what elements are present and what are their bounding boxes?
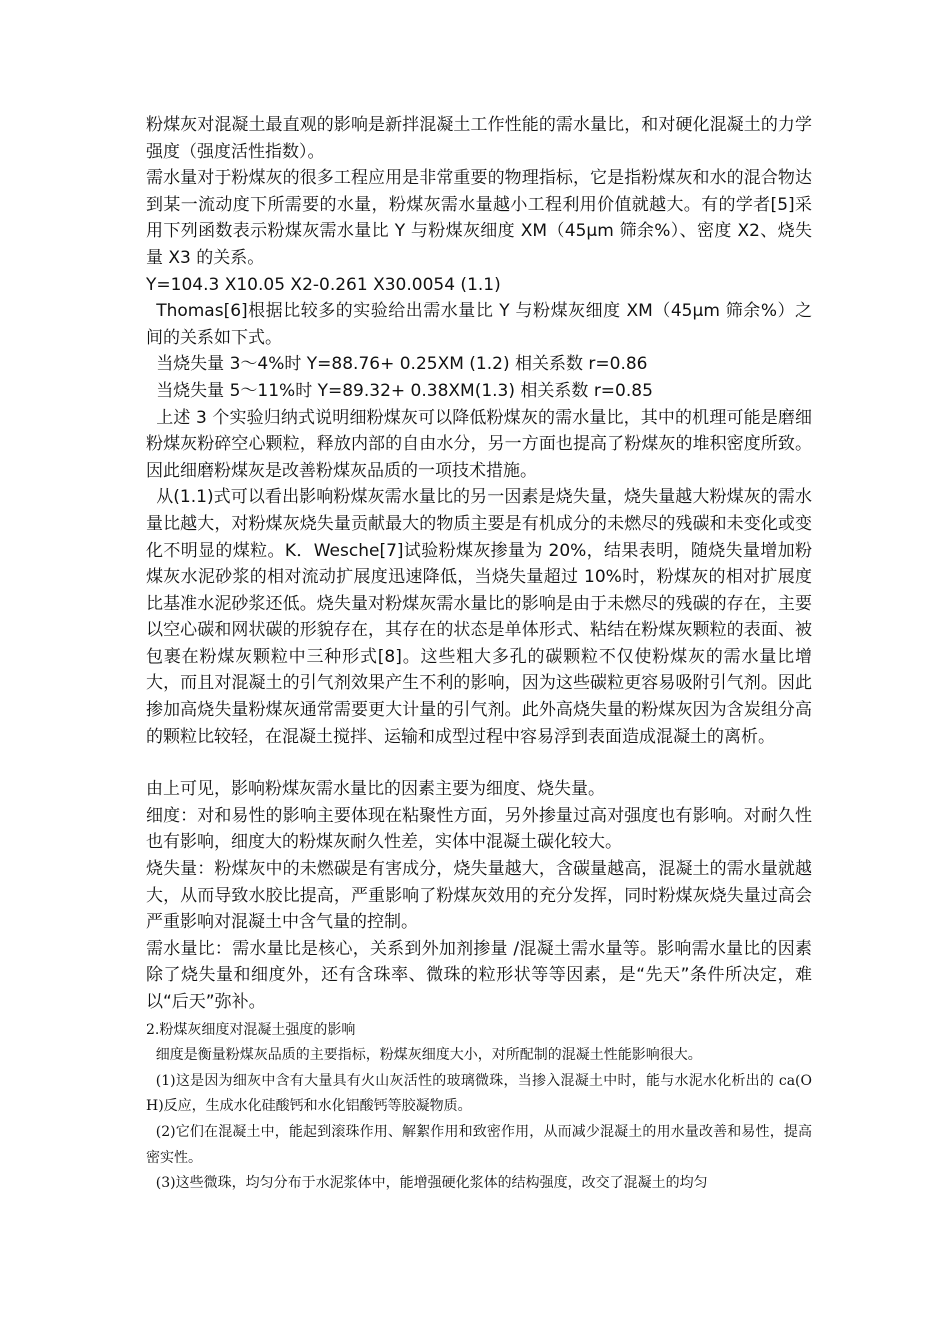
- section-paragraph: (3)这些微珠，均匀分布于水泥浆体中，能增强硬化浆体的结构强度，改交了混凝土的均匀: [155, 1175, 708, 1192]
- paragraph-loss-on-ignition: 从(1.1)式可以看出影响粉煤灰需水量比的另一因素是烧失量，烧失量越大粉煤灰的需水量比越大，对粉煤灰烧失量贡献最大的物质主要是有机成分的未燃尽的残碳和未变化或变化不明显的煤粒。K．Wesche[7]试验粉煤灰掺量为 20%，结果表明，随烧失量增加粉煤灰水泥砂浆的相对流动扩展度迅速降低，当烧失量超过 10%时，粉煤灰的相对扩展度比基准水泥砂浆还低。烧失量对粉煤灰需水量比的影响是由于未燃尽的残碳的存在，主要以空心碳和网状碳的形貌存在，其存在的状态是单体形式、粘结在粉煤灰颗粒的表面、被包裹在粉煤灰颗粒中三种形式[8]。这些粗大多孔的碳颗粒不仅使粉煤灰的需水量比增大，而且对混凝土的引气剂效果产生不利的影响，因为这些碳粒更容易吸附引气剂。因此掺加高烧失量粉煤灰通常需要更大计量的引气剂。此外高烧失量的粉煤灰因为含炭组分高的颗粒比较轻，在混凝土搅拌、运输和成型过程中容易浮到表面造成混凝土的离析。: [146, 487, 812, 747]
- paragraph-thomas: Thomas[6]根据比较多的实验给出需水量比 Y 与粉煤灰细度 XM（45μm 筛余%）之间的关系如下式。: [146, 301, 812, 348]
- formula-1-1: Y=104.3 X10.05 X2-0.261 X30.0054 (1.1): [146, 274, 501, 295]
- paragraph-loss: 烧失量：粉煤灰中的未燃碳是有害成分，烧失量越大，含碳量越高，混凝土的需水量就越大，从而导致水胶比提高，严重影响了粉煤灰效用的充分发挥，同时粉煤灰烧失量过高会严重影响对混凝土中含气量的控制。: [146, 859, 812, 933]
- section-paragraph: (2)它们在混凝土中，能起到滚珠作用、解絮作用和致密作用，从而减少混凝土的用水量改善和易性，提高密实性。: [146, 1123, 812, 1166]
- document-page: [146, 112, 812, 1197]
- paragraph-water-demand: 需水量对于粉煤灰的很多工程应用是非常重要的物理指标，它是指粉煤灰和水的混合物达到某一流动度下所需要的水量，粉煤灰需水量越小工程利用价值就越大。有的学者[5]采用下列函数表示粉煤灰需水量比 Y 与粉煤灰细度 XM（45μm 筛余%）、密度 X2、烧失量 X3 的关系。: [146, 168, 812, 268]
- paragraph-gap: [146, 750, 812, 776]
- section-heading: 2.粉煤灰细度对混凝土强度的影响: [146, 1021, 356, 1038]
- formula-1-2: 当烧失量 3～4%时 Y=88.76+ 0.25XM (1.2) 相关系数 r=0.86: [156, 354, 648, 375]
- formula-1-3: 当烧失量 5～11%时 Y=89.32+ 0.38XM(1.3) 相关系数 r=0.85: [156, 380, 653, 401]
- paragraph-fineness: 细度：对和易性的影响主要体现在粘聚性方面，另外掺量过高对强度也有影响。对耐久性也有影响，细度大的粉煤灰耐久性差，实体中混凝土碳化较大。: [146, 805, 812, 853]
- section-paragraph: (1)这是因为细灰中含有大量具有火山灰活性的玻璃微珠，当掺入混凝土中时，能与水泥水化析出的 ca(OH)反应，生成水化硅酸钙和水化铝酸钙等胶凝物质。: [146, 1072, 812, 1115]
- paragraph-intro: 粉煤灰对混凝土最直观的影响是新拌混凝土工作性能的需水量比，和对硬化混凝土的力学强度（强度活性指数）。: [146, 115, 812, 162]
- paragraph-summary: 由上可见，影响粉煤灰需水量比的因素主要为细度、烧失量。: [146, 779, 605, 800]
- section-paragraph: 细度是衡量粉煤灰品质的主要指标，粉煤灰细度大小，对所配制的混凝土性能影响很大。: [155, 1047, 702, 1064]
- paragraph-water-ratio: 需水量比：需水量比是核心，关系到外加剂掺量 /混凝土需水量等。影响需水量比的因素除了烧失量和细度外，还有含珠率、微珠的粒形状等等因素，是“先天”条件所决定，难以“后天”弥补。: [146, 938, 812, 1012]
- paragraph-mechanism: 上述 3 个实验归纳式说明细粉煤灰可以降低粉煤灰的需水量比，其中的机理可能是磨细粉煤灰粉碎空心颗粒，释放内部的自由水分，另一方面也提高了粉煤灰的堆积密度所致。因此细磨粉煤灰是改善粉煤灰品质的一项技术措施。: [146, 407, 812, 481]
